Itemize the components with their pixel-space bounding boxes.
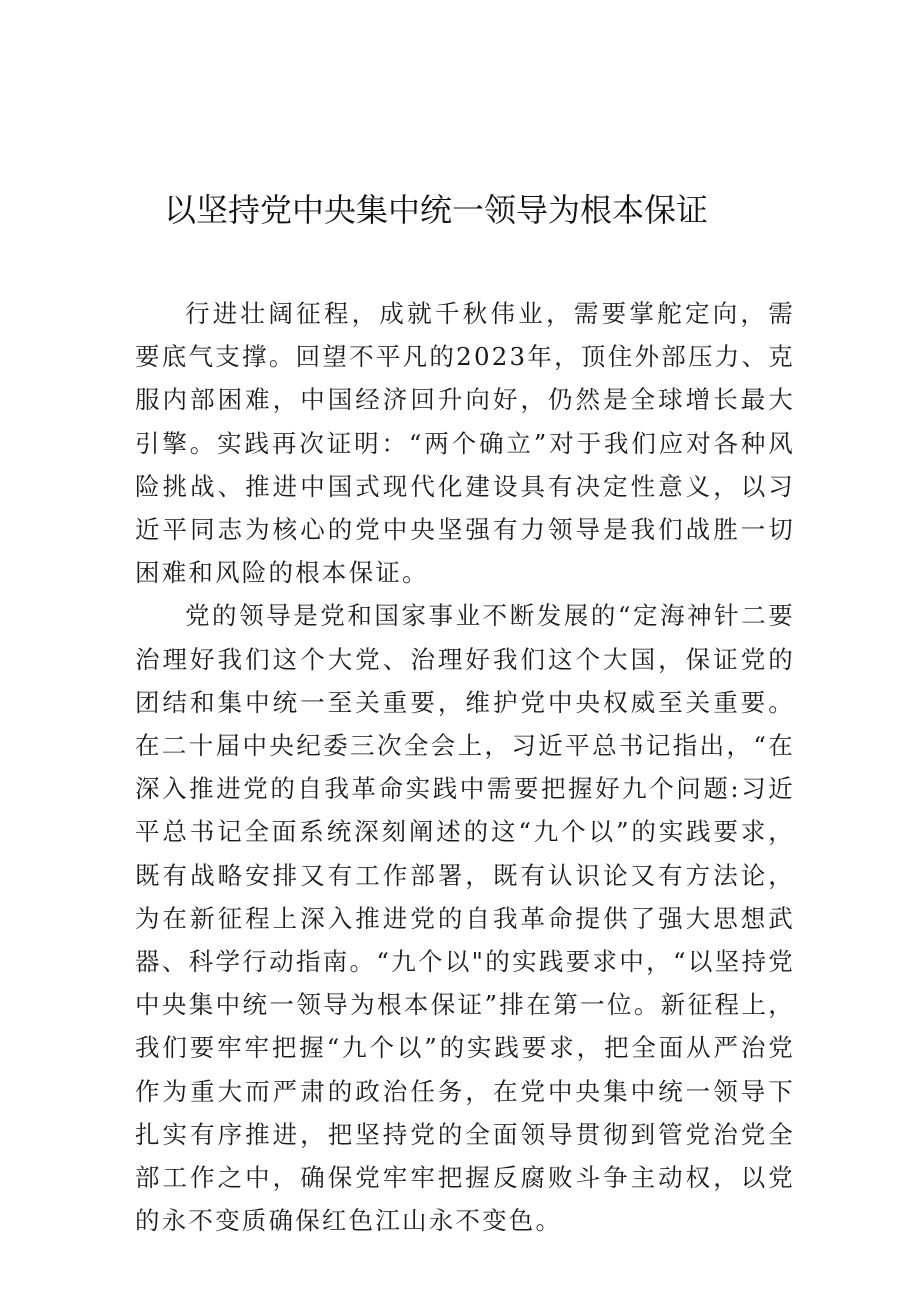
document-body (135, 292, 795, 1242)
document-title: 以坚持党中央集中统一领导为根本保证 (164, 191, 709, 229)
paragraph-1: 行进壮阔征程，成就千秋伟业，需要掌舵定向，需要底气支撑。回望不平凡的2023年，顶住外部压力、克服内部困难，中国经济回升向好，仍然是全球增长最大引擎。实践再次证明：“两个确立”对于我们应对各种风险挑战、推进中国式现代化建设具有决定性意义，以习近平同志为核心的党中央坚强有力领导是我们战胜一切困难和风险的根本保证。 (135, 299, 795, 588)
paragraph-2: 党的领导是党和国家事业不断发展的“定海神针二要治理好我们这个大党、治理好我们这个大国，保证党的团结和集中统一至关重要，维护党中央权威至关重要。在二十届中央纪委三次全会上，习近平总书记指出，“在深入推进党的自我革命实践中需要把握好九个问题:习近平总书记全面系统深刻阐述的这“九个以”的实践要求，既有战略安排又有工作部署，既有认识论又有方法论，为在新征程上深入推进党的自我革命提供了强大思想武器、科学行动指南。“九个以"的实践要求中，“以坚持党中央集中统一领导为根本保证”排在第一位。新征程上，我们要牢牢把握“九个以”的实践要求，把全面从严治党作为重大而严肃的政治任务，在党中央集中统一领导下扎实有序推进，把坚持党的全面领导贯彻到管党治党全部工作之中，确保党牢牢把握反腐败斗争主动权，以党的永不变质确保红色江山永不变色。 (135, 601, 795, 1236)
